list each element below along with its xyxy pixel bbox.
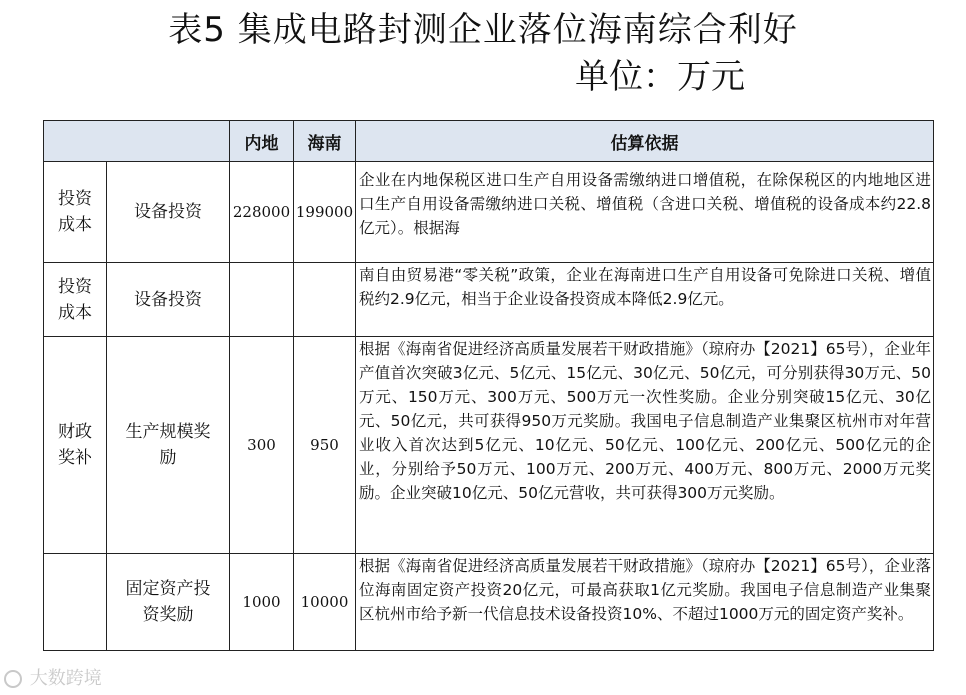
row-item: 设备投资 <box>107 263 230 337</box>
row-inland-value: 1000 <box>230 554 294 651</box>
table-header-row <box>44 121 934 162</box>
row-category: 财政 奖补 <box>44 337 107 554</box>
watermark-logo-icon <box>4 670 22 688</box>
row-item: 固定资产投 资奖励 <box>107 554 230 651</box>
row-hainan-value: 10000 <box>294 554 356 651</box>
header-inland: 内地 <box>230 121 294 162</box>
row-item: 设备投资 <box>107 162 230 263</box>
row-basis: 企业在内地保税区进口生产自用设备需缴纳进口增值税，在除保税区的内地地区进口生产自用设备需缴纳进口关税、增值税（含进口关税、增值税的设备成本约22.8亿元）。根据海 <box>356 162 934 263</box>
row-item: 生产规模奖 励 <box>107 337 230 554</box>
row-basis: 根据《海南省促进经济高质量发展若干财政措施》（琼府办【2021】65号），企业年产值首次突破3亿元、5亿元、15亿元、30亿元、50亿元，可分别获得30万元、50万元、150万元、300万元、500万元一次性奖励。企业分别突破15亿元、30亿元、50亿元，共可获得950万元奖励。我国电子信息制造产业集聚区杭州市对年营业收入首次达到5亿元、10亿元、50亿元、100亿元、200亿元、500亿元的企业，分别给予50万元、100万元、200万元、400万元、800万元、2000万元奖励。企业突破10亿元、50亿元营收，共可获得300万元奖励。 <box>356 337 934 554</box>
row-hainan-value: 950 <box>294 337 356 554</box>
row-hainan-value <box>294 263 356 337</box>
header-blank <box>44 121 230 162</box>
benefits-table <box>43 120 934 651</box>
row-inland-value: 300 <box>230 337 294 554</box>
row-category: 投资 成本 <box>44 263 107 337</box>
header-hainan: 海南 <box>294 121 356 162</box>
table-row <box>44 337 934 554</box>
unit-label: 单位：万元 <box>575 57 745 97</box>
row-category: 投资 成本 <box>44 162 107 263</box>
watermark <box>4 664 102 690</box>
page-title: 表5 集成电路封测企业落位海南综合利好 <box>168 10 798 50</box>
table-row <box>44 263 934 337</box>
row-hainan-value: 199000 <box>294 162 356 263</box>
table-row <box>44 162 934 263</box>
table-row <box>44 554 934 651</box>
header-basis: 估算依据 <box>356 121 934 162</box>
row-basis: 南自由贸易港“零关税”政策，企业在海南进口生产自用设备可免除进口关税、增值税约2.9亿元，相当于企业设备投资成本降低2.9亿元。 <box>356 263 934 337</box>
watermark-text: 大数跨境 <box>29 668 102 689</box>
row-basis: 根据《海南省促进经济高质量发展若干财政措施》（琼府办【2021】65号），企业落位海南固定资产投资20亿元，可最高获取1亿元奖励。我国电子信息制造产业集聚区杭州市给予新一代信息技术设备投资10%、不超过1000万元的固定资产奖补。 <box>356 554 934 651</box>
row-category <box>44 554 107 651</box>
row-inland-value <box>230 263 294 337</box>
row-inland-value: 228000 <box>230 162 294 263</box>
